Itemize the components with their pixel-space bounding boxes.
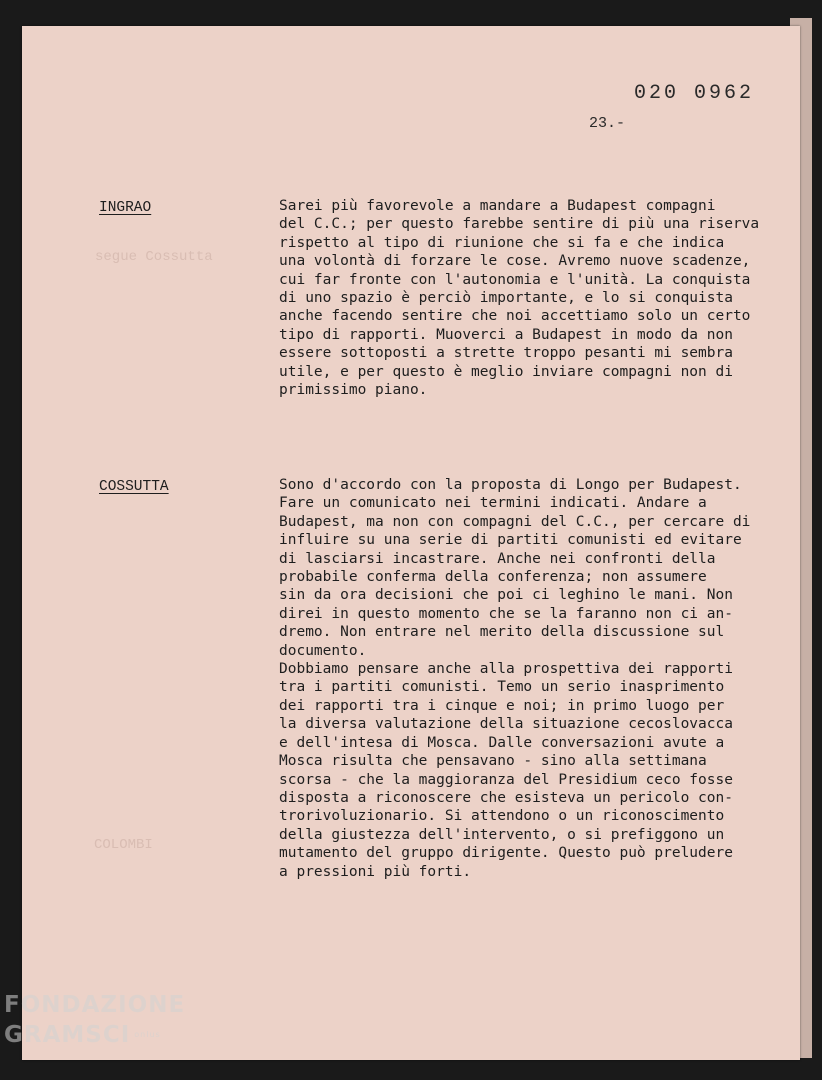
text-line: dei rapporti tra i cinque e noi; in primo luogo per [279,697,725,714]
text-line: tipo di rapporti. Muoverci a Budapest in modo da non [279,326,733,343]
text-line: cui far fronte con l'autonomia e l'unità. La conquista [279,271,751,288]
text-line: una volontà di forzare le cose. Avremo nuove scadenze, [279,253,751,270]
speech-cossutta [279,476,750,881]
text-line: Fare un comunicato nei termini indicati. Andare a [279,495,707,512]
text-line: Budapest, ma non con compagni del C.C., per cercare di [279,513,751,530]
text-line: della giustezza dell'intervento, o si prefiggono un [279,826,725,843]
text-line: la diversa valutazione della situazione cecoslovacca [279,716,733,733]
text-line: di lasciarsi incastrare. Anche nei confronti della [279,550,716,567]
text-line: scorsa - che la maggioranza del Presidium ceco fosse [279,771,733,788]
text-line: utile, e per questo è meglio inviare compagni non di [279,363,733,380]
text-line: primissimo piano. [279,382,428,399]
speaker-ingrao: INGRAO [99,200,152,216]
text-line: probabile conferma della conferenza; non assumere [279,569,707,586]
text-line: dremo. Non entrare nel merito della discussione sul [279,624,725,641]
text-line: di uno spazio è perciò importante, e lo si conquista [279,290,733,307]
document-number: 020 0962 [634,82,755,105]
text-line: influire su una serie di partiti comunisti ed evitare [279,532,742,549]
text-line: essere sottoposti a strette troppo pesanti mi sembra [279,345,733,362]
text-line: Mosca risulta che pensavano - sino alla settimana [279,753,707,770]
text-line: Sono d'accordo con la proposta di Longo per Budapest. [279,477,742,493]
text-line: tra i partiti comunisti. Temo un serio inasprimento [279,679,725,696]
text-line: sin da ora decisioni che poi ci leghino le mani. Non [279,587,733,604]
text-line: documento. [279,642,367,659]
bleed-through-text: COLOMBI [94,837,153,853]
fondazione-gramsci-logo [4,990,185,1050]
speech-ingrao [279,197,759,399]
text-line: a pressioni più forti. [279,863,472,880]
text-line: trorivoluzionario. Si attendono o un riconoscimento [279,808,725,825]
text-line: Dobbiamo pensare anche alla prospettiva dei rapporti [279,661,733,678]
text-line: disposta a riconoscere che esisteva un pericolo con- [279,789,733,806]
page-number: 23.- [589,115,626,132]
text-line: anche facendo sentire che noi accettiamo solo un certo [279,308,751,325]
bleed-through-text: segue Cossutta [95,249,213,265]
logo-suffix: onlus [134,1030,161,1039]
text-line: rispetto al tipo di riunione che si fa e che indica [279,234,725,251]
logo-line-1: FONDAZIONE [4,992,186,1018]
text-line: Sarei più favorevole a mandare a Budapest compagni [279,198,716,214]
logo-line-2: GRAMSCI onlus [4,1022,161,1048]
speaker-cossutta: COSSUTTA [99,479,169,495]
text-line: direi in questo momento che se la faranno non ci an- [279,605,733,622]
text-line: del C.C.; per questo farebbe sentire di più una riserva [279,216,760,233]
text-line: mutamento del gruppo dirigente. Questo può preludere [279,845,733,862]
text-line: e dell'intesa di Mosca. Dalle conversazioni avute a [279,734,725,751]
